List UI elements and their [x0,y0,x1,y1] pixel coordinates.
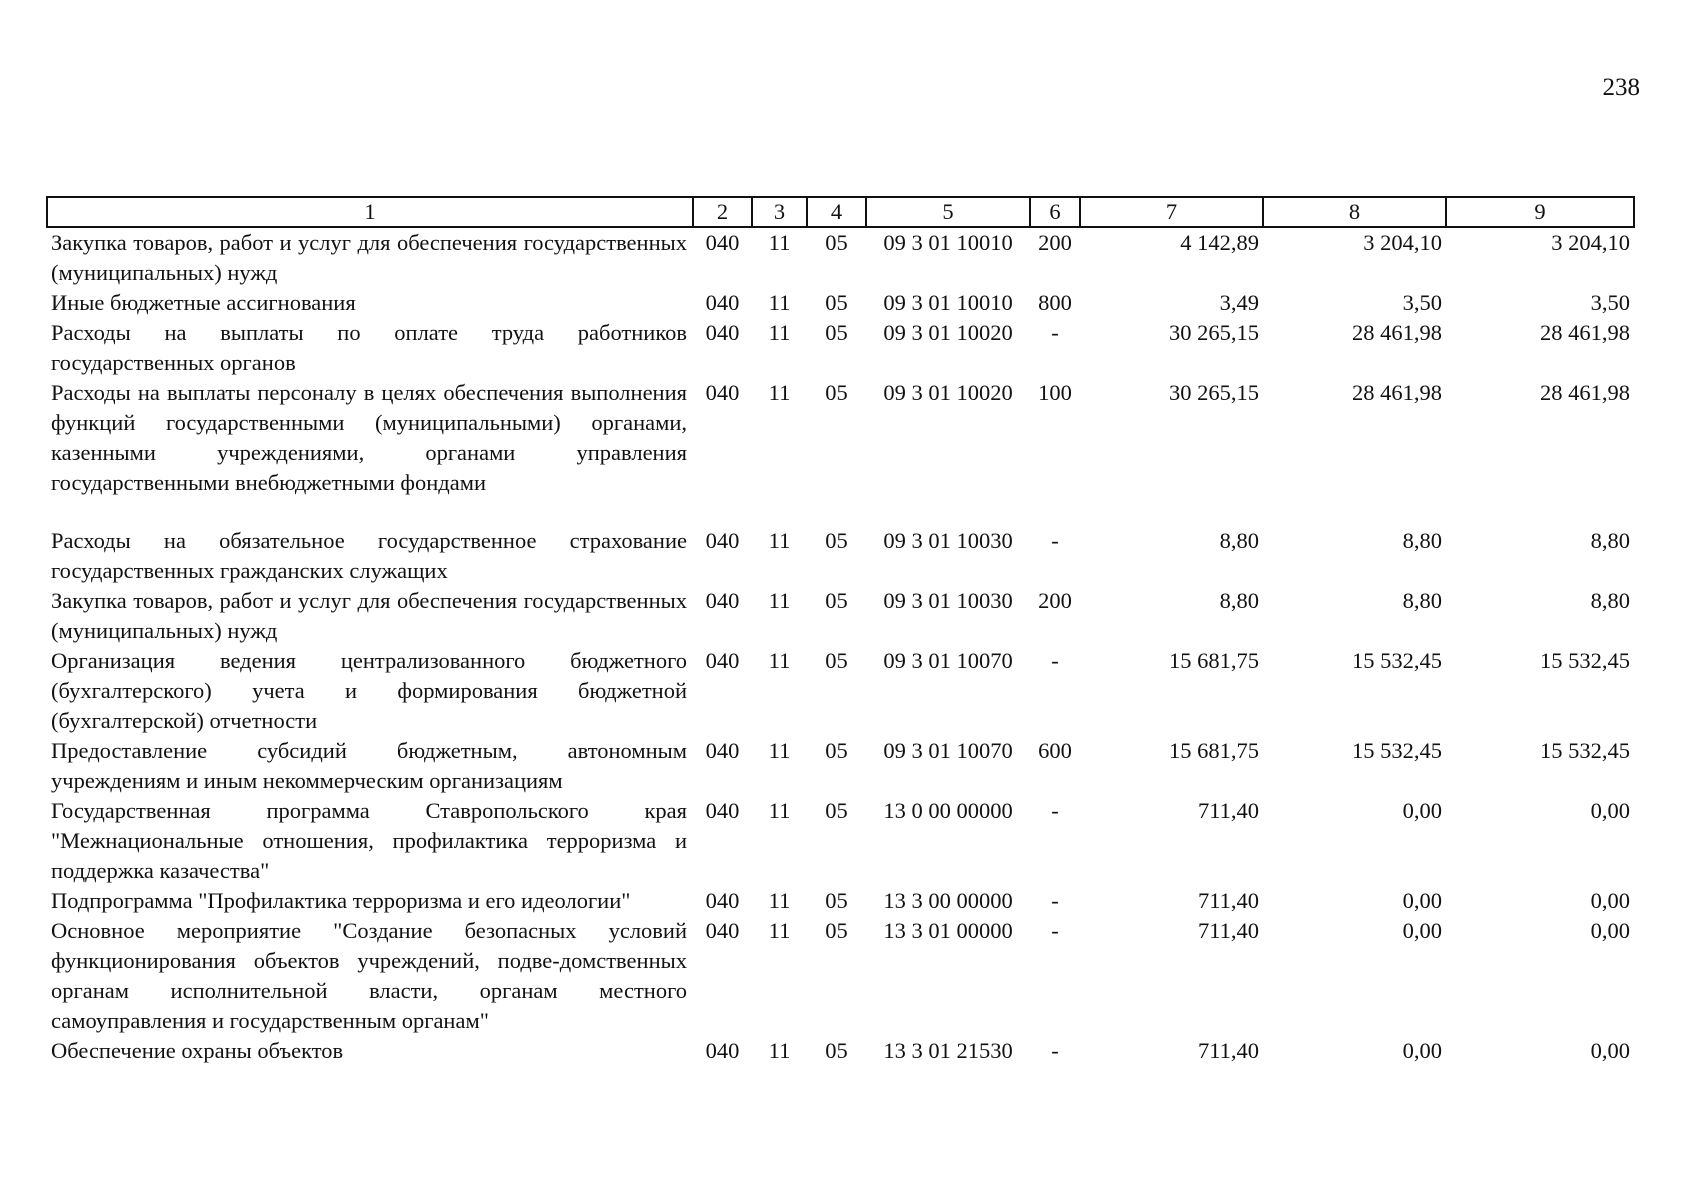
cell-amount-9: 15 532,45 [1540,648,1630,673]
cell-amount-9: 3,50 [1590,290,1630,315]
cell-subsection: 05 [825,888,848,913]
cell-target-article: 09 3 01 10070 [883,738,1013,763]
cell-amount-7: 8,80 [1219,528,1259,553]
cell-section: 11 [768,738,791,763]
table-row [47,227,1634,288]
cell-section: 11 [768,290,791,315]
cell-subsection: 05 [825,738,848,763]
header-cell: 4 [807,197,866,227]
cell-subsection: 05 [825,648,848,673]
cell-amount-8: 15 532,45 [1352,648,1442,673]
table-row [47,288,1634,318]
header-cell: 6 [1030,197,1080,227]
row-name: Государственная программа Ставропольского края "Межнациональные отношения, профилактика терроризма и поддержка казачества" [51,798,687,883]
cell-target-article: 13 3 00 00000 [883,888,1013,913]
cell-amount-7: 8,80 [1219,588,1259,613]
table-row [47,796,1634,886]
cell-expense-type: - [1051,648,1059,673]
cell-amount-9: 15 532,45 [1540,738,1630,763]
cell-ministry: 040 [705,380,740,405]
cell-subsection: 05 [825,528,848,553]
budget-table [46,196,1635,1066]
cell-amount-8: 8,80 [1402,588,1442,613]
header-cell: 1 [47,197,693,227]
row-name: Закупка товаров, работ и услуг для обеспечения государственных (муниципальных) нужд [51,588,687,643]
cell-amount-8: 15 532,45 [1352,738,1442,763]
cell-target-article: 09 3 01 10010 [883,230,1013,255]
cell-subsection: 05 [825,320,848,345]
cell-section: 11 [768,918,791,943]
table-row [47,886,1634,916]
cell-amount-9: 0,00 [1590,798,1630,823]
cell-amount-9: 3 204,10 [1551,230,1630,255]
row-name: Организация ведения централизованного бюджетного (бухгалтерского) учета и формирования бюджетной (бухгалтерской) отчетности [51,648,687,733]
cell-amount-9: 28 461,98 [1540,380,1630,405]
cell-subsection: 05 [825,380,848,405]
cell-expense-type: 100 [1038,380,1072,405]
cell-amount-9: 0,00 [1590,888,1630,913]
row-name: Основное мероприятие "Создание безопасных условий функционирования объектов учреждений, подве-домственных органам исполнительной власти, органам местного самоуправления и государственным органам" [51,918,687,1033]
cell-ministry: 040 [705,738,740,763]
header-cell: 2 [693,197,752,227]
cell-section: 11 [768,528,791,553]
table-body [47,227,1634,1066]
header-cell: 9 [1446,197,1634,227]
cell-amount-9: 8,80 [1590,528,1630,553]
cell-amount-8: 28 461,98 [1352,320,1442,345]
cell-ministry: 040 [705,290,740,315]
row-name: Обеспечение охраны объектов [51,1038,344,1063]
cell-ministry: 040 [705,648,740,673]
cell-expense-type: - [1051,1038,1059,1063]
cell-target-article: 13 3 01 21530 [883,1038,1013,1063]
cell-target-article: 09 3 01 10020 [883,380,1013,405]
cell-amount-7: 15 681,75 [1169,648,1259,673]
cell-amount-7: 15 681,75 [1169,738,1259,763]
cell-amount-8: 0,00 [1402,798,1442,823]
table-row [47,1036,1634,1066]
table-row [47,318,1634,378]
cell-amount-7: 30 265,15 [1169,380,1259,405]
cell-subsection: 05 [825,290,848,315]
header-cell: 3 [752,197,807,227]
cell-section: 11 [768,380,791,405]
cell-expense-type: 200 [1038,230,1072,255]
cell-expense-type: 600 [1038,738,1072,763]
cell-amount-7: 711,40 [1197,888,1259,913]
cell-target-article: 09 3 01 10030 [883,528,1013,553]
cell-amount-9: 8,80 [1590,588,1630,613]
cell-target-article: 09 3 01 10010 [883,290,1013,315]
cell-amount-8: 0,00 [1402,888,1442,913]
table-header [47,197,1634,227]
cell-expense-type: - [1051,320,1059,345]
cell-target-article: 13 0 00 00000 [883,798,1013,823]
cell-ministry: 040 [705,918,740,943]
cell-amount-7: 711,40 [1197,1038,1259,1063]
header-row [47,197,1634,227]
cell-expense-type: - [1051,888,1059,913]
cell-ministry: 040 [705,1038,740,1063]
cell-amount-8: 28 461,98 [1352,380,1442,405]
row-name: Расходы на выплаты персоналу в целях обеспечения выполнения функций государственными (муниципальными) органами, казенными учреждениями, органами управления государственными внебюджетными фондами [51,380,687,495]
cell-expense-type: - [1051,528,1059,553]
row-name: Подпрограмма "Профилактика терроризма и его идеологии" [51,888,631,913]
cell-amount-7: 4 142,89 [1180,230,1259,255]
cell-amount-9: 0,00 [1590,918,1630,943]
cell-amount-7: 30 265,15 [1169,320,1259,345]
cell-amount-8: 3 204,10 [1363,230,1442,255]
cell-target-article: 09 3 01 10070 [883,648,1013,673]
header-cell: 5 [866,197,1030,227]
cell-amount-9: 0,00 [1590,1038,1630,1063]
cell-section: 11 [768,888,791,913]
cell-target-article: 13 3 01 00000 [883,918,1013,943]
spacer-row [47,498,1634,526]
header-cell: 7 [1080,197,1263,227]
cell-section: 11 [768,230,791,255]
cell-amount-8: 0,00 [1402,918,1442,943]
row-name: Иные бюджетные ассигнования [51,290,356,315]
cell-ministry: 040 [705,230,740,255]
cell-section: 11 [768,1038,791,1063]
table-row [47,916,1634,1036]
cell-expense-type: - [1051,918,1059,943]
cell-subsection: 05 [825,230,848,255]
cell-amount-8: 8,80 [1402,528,1442,553]
cell-expense-type: - [1051,798,1059,823]
table-row [47,646,1634,736]
table-row [47,736,1634,796]
cell-subsection: 05 [825,588,848,613]
cell-target-article: 09 3 01 10030 [883,588,1013,613]
page-number: 238 [1602,74,1640,101]
cell-ministry: 040 [705,798,740,823]
row-name: Закупка товаров, работ и услуг для обеспечения государственных (муниципальных) нужд [51,230,687,285]
header-cell: 8 [1263,197,1446,227]
cell-expense-type: 800 [1038,290,1072,315]
spacer-cell [47,498,1634,526]
row-name: Расходы на выплаты по оплате труда работников государственных органов [51,320,687,375]
cell-target-article: 09 3 01 10020 [883,320,1013,345]
cell-section: 11 [768,588,791,613]
cell-expense-type: 200 [1038,588,1072,613]
table-row [47,526,1634,586]
cell-subsection: 05 [825,918,848,943]
cell-amount-8: 3,50 [1402,290,1442,315]
cell-amount-7: 711,40 [1197,918,1259,943]
cell-amount-7: 711,40 [1197,798,1259,823]
cell-section: 11 [768,798,791,823]
table-row [47,378,1634,498]
cell-ministry: 040 [705,588,740,613]
cell-section: 11 [768,320,791,345]
cell-amount-7: 3,49 [1219,290,1259,315]
cell-ministry: 040 [705,528,740,553]
row-name: Расходы на обязательное государственное страхование государственных гражданских служащих [51,528,687,583]
cell-subsection: 05 [825,798,848,823]
cell-ministry: 040 [705,320,740,345]
cell-ministry: 040 [705,888,740,913]
cell-amount-8: 0,00 [1402,1038,1442,1063]
cell-section: 11 [768,648,791,673]
cell-subsection: 05 [825,1038,848,1063]
cell-amount-9: 28 461,98 [1540,320,1630,345]
table-row [47,586,1634,646]
row-name: Предоставление субсидий бюджетным, автономным учреждениям и иным некоммерческим организациям [51,738,687,793]
